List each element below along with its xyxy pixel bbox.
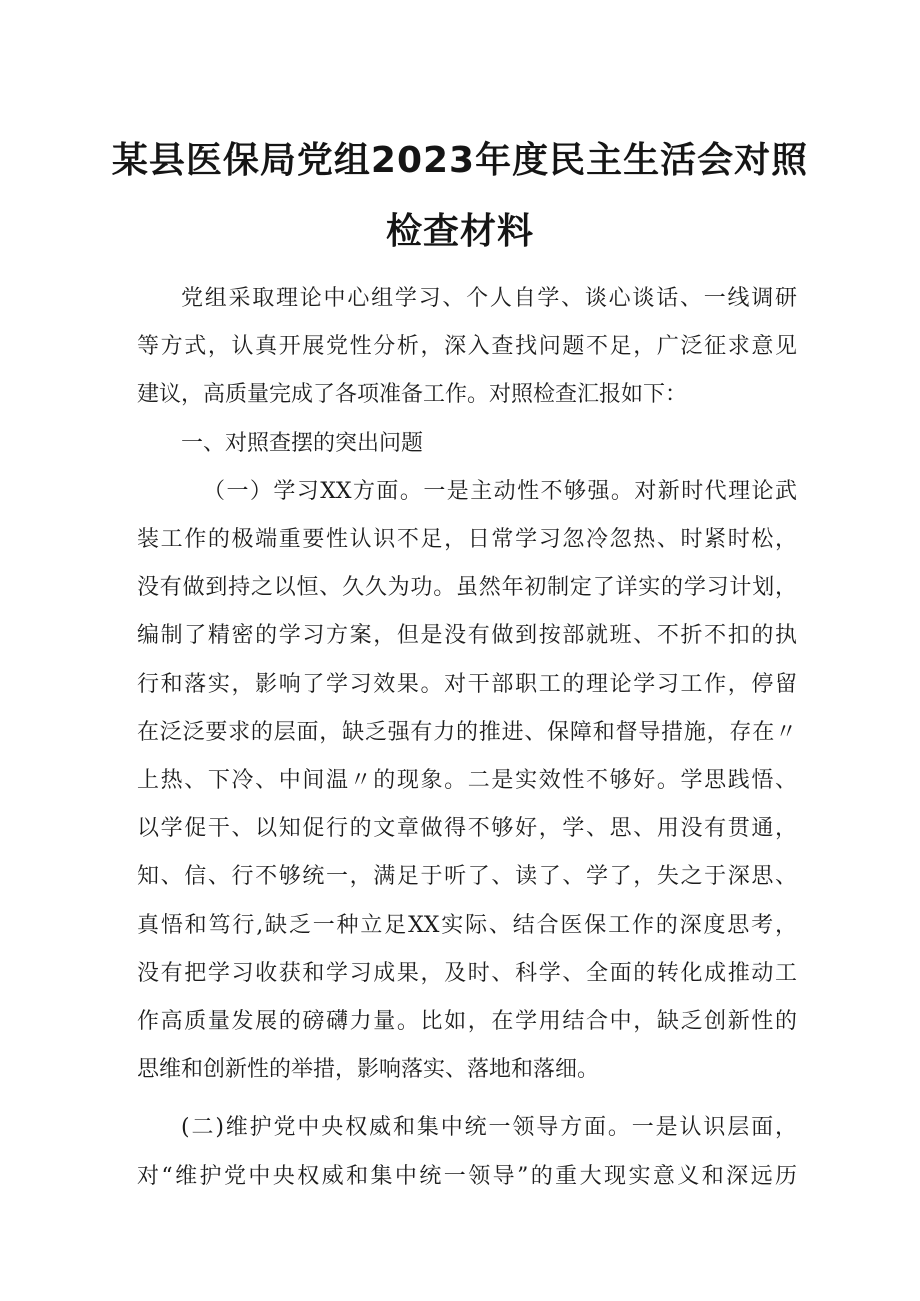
paragraph-line: (二)维护党中央权威和集中统一领导方面。一是认识层面，	[181, 1115, 797, 1141]
section-heading-line: 一、对照查摆的突出问题	[181, 430, 424, 456]
paragraph-line: 编制了精密的学习方案，但是没有做到按部就班、不折不扣的执	[137, 623, 797, 649]
paragraph-line: 以学促干、以知促行的文章做得不够好，学、思、用没有贯通，	[137, 816, 797, 842]
paragraph-authority	[137, 1104, 797, 1200]
document-body	[137, 275, 797, 1201]
paragraph-line: （一）学习XX方面。一是主动性不够强。对新时代理论武	[203, 478, 797, 504]
intro-paragraph	[137, 275, 797, 420]
paragraph-line: 装工作的极端重要性认识不足，日常学习忽冷忽热、时紧时松，	[137, 527, 797, 553]
document-title-line-1: 某县医保局党组2023年度民主生活会对照	[111, 140, 809, 181]
intro-line: 等方式，认真开展党性分析，深入查找问题不足，广泛征求意见	[137, 334, 797, 360]
paragraph-line: 作高质量发展的磅礴力量。比如，在学用结合中，缺乏创新性的	[137, 1009, 797, 1035]
intro-line: 建议，高质量完成了各项准备工作。对照检查汇报如下：	[137, 382, 688, 408]
paragraph-line: 没有把学习收获和学习成果，及时、科学、全面的转化成推动工	[137, 960, 797, 986]
document-title-line-2: 检查材料	[385, 211, 534, 252]
paragraph-line: 对“维护党中央权威和集中统一领导”的重大现实意义和深远历	[137, 1163, 797, 1189]
paragraph-line: 在泛泛要求的层面，缺乏强有力的推进、保障和督导措施，存在〃	[137, 719, 797, 745]
paragraph-line: 上热、下冷、中间温〃的现象。二是实效性不够好。学思践悟、	[137, 768, 797, 794]
section-heading	[137, 420, 797, 468]
paragraph-study	[137, 468, 797, 1095]
paragraph-line: 没有做到持之以恒、久久为功。虽然年初制定了详实的学习计划，	[137, 575, 797, 601]
intro-line: 党组采取理论中心组学习、个人自学、谈心谈话、一线调研	[181, 286, 797, 311]
paragraph-line: 行和落实，影响了学习效果。对干部职工的理论学习工作，停留	[137, 671, 797, 697]
paragraph-line: 思维和创新性的举措，影响落实、落地和落细。	[137, 1057, 600, 1083]
paragraph-line: 知、信、行不够统一，满足于听了、读了、学了，失之于深思、	[137, 864, 797, 890]
paragraph-line: 真悟和笃行,缺乏一种立足XX实际、结合医保工作的深度思考，	[137, 912, 797, 938]
